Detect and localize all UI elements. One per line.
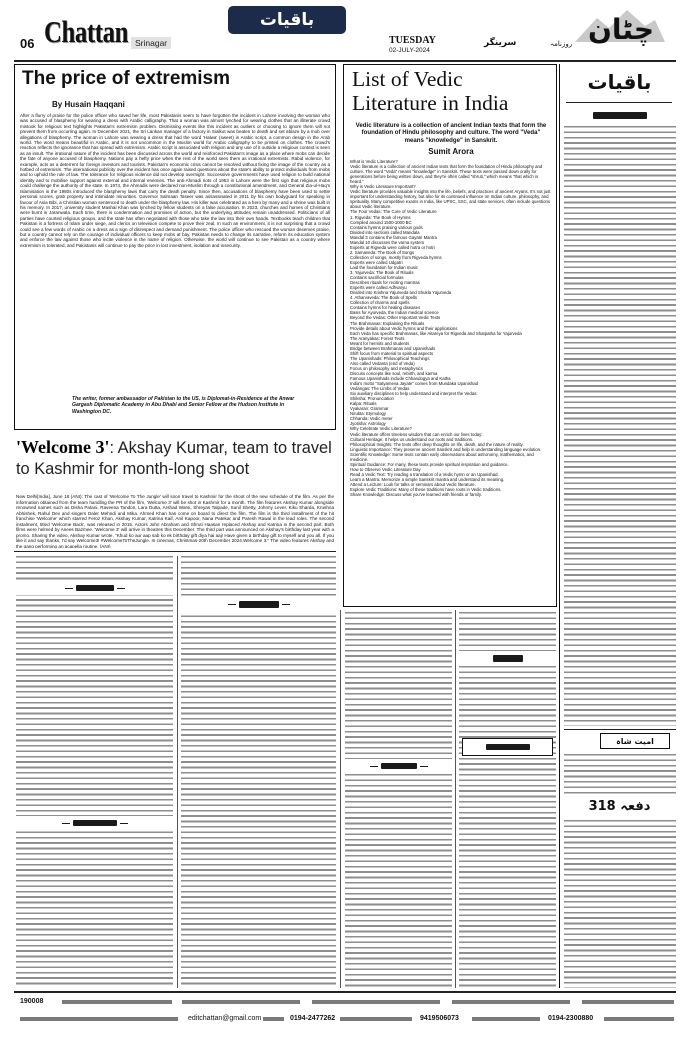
section-banner-title: باقیات <box>259 10 315 30</box>
vedic-list-line: Contains sacrificial formulas <box>350 275 404 281</box>
issue-day: TUESDAY <box>389 35 436 46</box>
vedic-list-line: Contains hymns praising various gods <box>350 224 423 230</box>
article-extremism-body: After a flurry of praise for the police officer who saved her life, most Pakistanis seem to have forgotten the incident in Lahore involving the woman who was accused of blasphemy for wearing a dress with Arabic calligraphy. That a woman was almost lynched for wearing clothes that an illiterate crowd mistook for religious text highlights Pakistan's extremism problem. Dismissing events like this incident as outliers or choosing to ignore them will not prevent them from occurring again. In December 2021, the Sri Lankan manager of a factory in Sialkot was beaten to death and set ablaze by a mob over allegations of blasphemy. The woman in Lahore was wearing a dress that had the word 'Halwa' (sweet) in Arabic script, a common design in the Arab world. The word means beautiful in Arabic, and it is not uncommon in the Muslim world for Arabic calligraphy to be printed on clothes. The crowd's reaction reflects the ignorance that has spread with extremism. Arabic script is associated with religion and any use of it outside a religious context is seen as an insult. The irrational nature of the incident has been discussed across the world and reinforced Pakistan's image as a place where mobs can decide the fate of anyone accused of blasphemy. Nations pay a hefty price when the rest of the world sees them as irrational extremists. Rabid violence, for example, acts as a deterrent for foreign investors and tourists. Pakistan's economic crisis cannot be resolved without fixing the image of the country as a hotbed of extremism. The international publicity over the incident has once again raised questions about the state's ability to protect individuals from mobs and to uphold the rule of law. The tolerance for religious violence did not develop overnight. Successive governments have used religion to build national identity and to mobilise support against external and internal enemies. The anti-Ahmadi riots of 1953 in Lahore were the first sign that religious mobs could challenge the authority of the state. In 1974, the Ahmadis were declared non-Muslim through a constitutional amendment, and General Zia-ul-Haq's Islamisation in the 1980s introduced the blasphemy laws that carry the death penalty. Since then, accusations of blasphemy have been used to settle personal scores, grab property and intimidate minorities. Governor Salmaan Taseer was assassinated in 2011 by his own bodyguard for speaking in favour of Asia Bibi, a Christian woman sentenced to death under the blasphemy law. His killer was celebrated as a hero by many and a shrine was built in his memory. In 2017, university student Mashal Khan was lynched by fellow students on a false accusation. In 2023, churches and homes of Christians were burnt in Jaranwala. Each time, there is condemnation and promises of action, but the underlying attitudes remain unaddressed. Politicians of all parties have courted religious groups, and the state has often negotiated with those who take the law into their own hands. Textbooks teach children that Pakistan is a fortress of Islam under siege, and clerics on television compete to prove their zeal. In such an environment, it is not surprising that a crowd could see a few words of Arabic on a dress as a sign of disrespect and demand punishment. The police officer who rescued the woman deserves praise, but a country cannot rely on the courage of individual officers to keep mobs at bay. Pakistan needs to change its narrative, reform its education system and enforce the law against those who incite violence in the name of religion. Otherwise, the world will continue to see Pakistan as a country where extremism is tolerated, and Pakistanis will continue to pay the price in lost investment, isolation and insecurity. <box>20 113 330 248</box>
urdu-text-column <box>564 754 676 796</box>
vedic-list-line: Chhanda: Vedic meter <box>350 416 393 422</box>
vedic-list-line: 2. Samaveda: The Book of Songs <box>350 249 415 255</box>
vedic-list-line: The Aranyakas: Forest Texts <box>350 335 405 341</box>
vedic-list-line: Collection of songs, mostly from Rigveda hymns <box>350 254 442 260</box>
footer-phone-3: 0194-2300880 <box>548 1015 594 1022</box>
vedic-list-line: Also called Vedanta (end of Veda) <box>350 360 415 366</box>
article-welcome-body: New Delhi[India], June 18 (ANI): The cast of 'Welcome To The Jungle' will soon travel to Kashmir for the shoot of the new schedule of the film. As per the information obtained from the team handling the PR of the film, 'Welcome 3' will be shot in Kashmir for a month. The film features Akshay Kumar alongside renowned names such as Disha Patani, Raveena Tandon, Lara Dutta, Arshad Warsi, Shreyas Talpade, Sunil Shetty, Johnny Lever, Kiku Sharda, Krushna Abhishek, Rahul Dev and singers Daler Mehndi and Mika. Ahmed Khan has come on board to direct the film. The film is the third installment of the hit franchise 'Welcome' which starred Feroz Khan, Akshay Kumar, Katrina Kaif, Anil Kapoor, Nana Patekar and Paresh Rawal in the lead roles. The second instalment, titled 'Welcome Back', was released in 2015. Actors John Abraham and Shruti Haasan replaced Akshay and Katrina in the second part. Both films were helmed by Anees Bazmee. 'Welcome 3' will arrive in theatres this December. The third part was announced on Akshay's birthday last year with a promo. Sharing the video, Akshay Kumar wrote, "Khud ko aur aap sab ko ek birthday gift diya hai aaj! Have given a birthday gift to myself and you all. If you like it and say thanks, I'd say Welcome3! #WelcomeToTheJungle. In cinemas, Christmas-20th December 2024.Welcome 3." The video features Akshay and the gang performing an acapella routine. (ANI) <box>16 494 334 548</box>
vedic-list-line: Vyakaran: Grammar <box>350 406 389 412</box>
urdu-title-rule <box>566 102 672 103</box>
vedic-list-line: Experts were called Udgatri <box>350 259 403 265</box>
vedic-list-line: Divided into sections called Mandala <box>350 229 420 235</box>
article-welcome-headline-rest: : Akshay Kumar, team to travel to Kashmir for month-long shoot <box>16 439 332 478</box>
vedic-list-line: Mandal 10 discusses the varna system <box>350 239 425 245</box>
vedic-list-line: Focus on philosophy and metaphysics <box>350 365 423 371</box>
urdu-headline <box>16 581 173 595</box>
vedic-list-line: Beyond the Vedas: Other Important Vedic Texts <box>350 315 441 321</box>
vedic-list-line: India's motto "Satyameva Jayate" comes from Mundaka Upanishad <box>350 381 479 387</box>
vedic-list-line: Learn a Mantra: Memorize a simple Sanskrit mantra and understand its meaning. <box>350 476 505 482</box>
urdu-text-column <box>16 556 173 988</box>
urdu-headline-318: دفعہ 318 <box>563 797 676 817</box>
urdu-masthead-tagline: روزنامہ <box>550 40 573 48</box>
vedic-list-line: Vedangas: The Limbs of Vedas <box>350 386 410 392</box>
footer-urdu-text <box>312 1000 440 1004</box>
footer-urdu-text <box>182 1000 300 1004</box>
vedic-list-line: Each Veda has specific Brahmanas, like Aitareya for Rigveda and Shatpatha for Yajurveda <box>350 330 522 336</box>
vedic-list-line: Kalpa: Rituals <box>350 401 377 407</box>
masthead-city: Srinagar <box>131 37 171 49</box>
vedic-list-line: Contains hymns for healing diseases <box>350 305 421 311</box>
vedic-list-line: Vedic literature offers timeless wisdom that can enrich our lives today: <box>350 431 483 437</box>
vedic-list-line: Bridge between Brahmanas and Upanishads <box>350 345 436 351</box>
article-vedic-title: List of Vedic Literature in India <box>352 67 509 115</box>
vedic-list-line: Spiritual Guidance: For many, these texts provide spiritual inspiration and guidance. <box>350 461 509 467</box>
vedic-list-line: Experts were called Adhvaryu <box>350 285 407 291</box>
urdu-text-column <box>459 612 556 988</box>
vedic-list-line: The Upanishads: Philosophical Teachings <box>350 355 430 361</box>
urdu-highlight-text: امیت شاہ <box>616 736 654 746</box>
header-rule <box>14 60 676 62</box>
vedic-list-line: Read a Vedic Text: Try reading a translation of a Vedic hymn or an Upanishad. <box>350 471 499 477</box>
urdu-text-column <box>345 612 452 988</box>
column-rule <box>559 64 560 988</box>
footer-phone-1: 0194-2477262 <box>290 1015 336 1022</box>
urdu-headline <box>345 759 452 773</box>
vedic-list-line: Mandal 3 contains the famous Gayatri Mantra <box>350 234 437 240</box>
vedic-list-line: Attend a Lecture: Look for talks or seminars about Vedic literature. <box>350 482 476 487</box>
vedic-list-line: Cultural Heritage: It helps us understand our roots and traditions. <box>350 436 474 442</box>
urdu-headline <box>16 816 173 830</box>
vedic-list-line: Discuss concepts like soul, rebirth, and karma <box>350 370 438 376</box>
vedic-list-line: Scientific Knowledge: Some texts contain early observations about astronomy, mathematics, and medicine. <box>350 451 534 462</box>
vedic-list-line: Compiled around 1500-1000 BC <box>350 219 412 225</box>
vedic-list-line: Describes rituals for reciting mantras <box>350 280 420 286</box>
vedic-list-line: How to Observe Vedic Literature Day <box>350 466 421 472</box>
article-welcome-headline <box>16 437 336 480</box>
vedic-list-line: The Four Vedas: The Core of Vedic Literature <box>350 209 437 215</box>
vedic-list-line: Meant for hermits and students <box>350 340 410 346</box>
vedic-list-line: Basis for Ayurveda, the Indian medical science <box>350 310 439 316</box>
vedic-list-line: Shiksha: Pronunciation <box>350 396 394 402</box>
vedic-list-line: Nirukta: Etymology <box>350 411 387 417</box>
vedic-list-line: Vedic literature provides valuable insights into the life, beliefs, and practices of ancient Aryans. It's not just important for understanding history, but also for its continued influence on Indian culture, philosophy, and spirituality. Many competitive exams in India, like UPSC, SSC, and state services, often include questions about Vedic literature. <box>350 189 551 210</box>
article-extremism-title: The price of extremism <box>22 68 231 89</box>
footer-urdu-text <box>452 1000 570 1004</box>
urdu-text-column <box>181 556 336 988</box>
footer-urdu-text <box>262 1017 284 1021</box>
footer-phone-2: 9419506073 <box>420 1015 459 1022</box>
urdu-headline <box>181 597 336 612</box>
article-vedic-byline: Sumit Arora <box>428 147 474 156</box>
vedic-list-line: Provide details about Vedic hymns and their applications <box>350 325 458 331</box>
section-banner <box>228 6 346 34</box>
article-extremism-byline: By Husain Haqqani <box>52 100 125 109</box>
vedic-list-line: Famous Upanishads include Chhandogya and Katha <box>350 376 451 382</box>
page-number: 06 <box>20 36 35 51</box>
footer-urdu-text <box>62 1000 172 1004</box>
footer-rule <box>14 991 676 993</box>
urdu-text-column <box>564 820 676 988</box>
footer-urdu-text <box>582 1000 674 1004</box>
vedic-list-line: Jyotisha: Astrology <box>350 421 386 427</box>
vedic-list-line: Why Celebrate Vedic Literature? <box>350 426 412 432</box>
vedic-list-line: Linguistic Importance: They preserve ancient Sanskrit and help in understanding language evolution. <box>350 446 542 452</box>
footer-urdu-text <box>604 1017 674 1021</box>
vedic-list-line: Divided into Krishna Yajurveda and Shukla Yajurveda <box>350 290 452 296</box>
column-rule <box>455 610 456 988</box>
article-welcome-headline-quote: 'Welcome 3' <box>16 437 110 457</box>
issue-date: 02-JULY-2024 <box>389 47 430 54</box>
column-rule <box>177 556 178 988</box>
urdu-masthead-logo: چٹان <box>588 13 655 46</box>
urdu-headline <box>563 108 676 122</box>
vedic-list-line: Collection of charms and spells <box>350 300 410 306</box>
article-vedic-intro: Vedic literature is a collection of ancient Indian texts that form the foundation of Hindu philosophy and culture. The word "Veda" means "knowledge" in Sanskrit. <box>355 122 547 144</box>
footer-email[interactable]: editchattan@gmail.com <box>188 1015 262 1022</box>
footer-urdu-text <box>340 1017 412 1021</box>
vedic-list-line: Experts at Rigveda were called hotra or hotri <box>350 244 435 250</box>
urdu-text-column <box>564 126 676 726</box>
vedic-list-line: 3. Yajurveda: The Book of Rituals <box>350 270 414 276</box>
urdu-box-rule <box>564 729 676 730</box>
vedic-list-line: Six auxiliary disciplines to help understand and interpret the Vedas: <box>350 391 478 397</box>
vedic-list-line: Why is Vedic Literature Important? <box>350 184 416 190</box>
vedic-list-line: What is Vedic Literature? <box>350 159 398 164</box>
article-vedic-list <box>350 159 552 603</box>
article-extremism-author-note: The writer, former ambassador of Pakistan to the US, is Diplomat-in-Residence at the Anwar Gargash Diplomatic Academy in Abu Dhabi and Senior Fellow at the Hudson Institute in Washington DC. <box>72 396 295 415</box>
vedic-list-line: Philosophical Insights: The texts offer deep thoughts on life, death, and the nature of reality. <box>350 441 524 447</box>
vedic-list-line: Explore Vedic Traditions: Many of these traditions have roots in Vedic traditions. <box>350 487 502 493</box>
urdu-headline <box>459 651 556 666</box>
footer-pin-code: 190008 <box>20 998 44 1005</box>
column-rule <box>340 610 341 988</box>
vedic-list-line: Share Knowledge: Discuss what you've learned with friends or family. <box>350 492 482 498</box>
vedic-list-line: Laid the foundation for Indian music <box>350 264 419 270</box>
vedic-list-line: 1. Rigveda: The Book of Hymns <box>350 214 411 220</box>
masthead-logo: Chattan <box>44 14 129 49</box>
vedic-list-line: Shift focus from material to spiritual aspects <box>350 350 434 356</box>
section-divider <box>14 551 336 552</box>
urdu-highlight-label <box>600 733 670 749</box>
footer-urdu-text <box>472 1017 540 1021</box>
vedic-list-line: Vedic literature is a collection of ancient Indian texts that form the foundation of Hindu philosophy and culture. The word "Veda" means "knowledge" in Sanskrit. These texts were passed down orally for generations before being written down, and they're often called "shruti," which means "that which is heard." <box>350 164 543 185</box>
masthead-city-urdu: سرینگر <box>484 38 517 48</box>
vedic-list-line: The Brahmanas: Explaining the Rituals <box>350 320 425 326</box>
urdu-boxed-headline <box>462 738 553 756</box>
footer-urdu-text <box>20 1017 178 1021</box>
urdu-section-title: باقیات <box>587 70 652 94</box>
vedic-list-line: 4. Atharvaveda: The Book of Spells <box>350 295 418 301</box>
